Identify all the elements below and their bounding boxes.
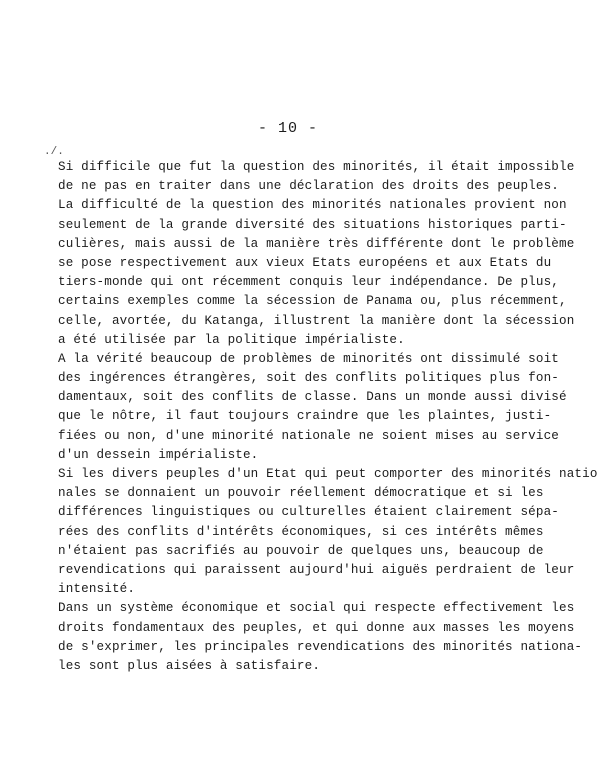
text-line: tiers-monde qui ont récemment conquis leur indépendance. De plus, bbox=[58, 275, 559, 290]
text-line: Dans un système économique et social qui respecte effectivement les bbox=[58, 601, 575, 616]
text-line: fiées ou non, d'une minorité nationale ne soient mises au service bbox=[58, 428, 559, 443]
text-line: La difficulté de la question des minorités nationales provient non bbox=[58, 198, 567, 213]
margin-mark: ./. bbox=[44, 146, 64, 158]
text-line: différences linguistiques ou culturelles étaient clairement sépa- bbox=[58, 505, 559, 520]
text-line: d'un dessein impérialiste. bbox=[58, 447, 259, 462]
page-number: - 10 - bbox=[258, 120, 319, 137]
text-line: revendications qui paraissent aujourd'hui aiguës perdraient de leur bbox=[58, 562, 575, 577]
text-line: nales se donnaient un pouvoir réellement démocratique et si les bbox=[58, 486, 544, 501]
text-line: a été utilisée par la politique impérialiste. bbox=[58, 332, 405, 347]
text-line: damentaux, soit des conflits de classe. Dans un monde aussi divisé bbox=[58, 390, 567, 405]
text-line: intensité. bbox=[58, 582, 136, 597]
text-line: que le nôtre, il faut toujours craindre que les plaintes, justi- bbox=[58, 409, 552, 424]
text-line: certains exemples comme la sécession de Panama ou, plus récemment, bbox=[58, 294, 567, 309]
text-line: rées des conflits d'intérêts économiques, si ces intérêts mêmes bbox=[58, 524, 544, 539]
text-line: des ingérences étrangères, soit des conflits politiques plus fon- bbox=[58, 371, 559, 386]
text-line: seulement de la grande diversité des situations historiques parti- bbox=[58, 217, 567, 232]
text-line: les sont plus aisées à satisfaire. bbox=[58, 658, 321, 673]
text-line: de ne pas en traiter dans une déclaration des droits des peuples. bbox=[58, 179, 559, 194]
text-line: Si difficile que fut la question des minorités, il était impossible bbox=[58, 160, 575, 174]
text-line: Si les divers peuples d'un Etat qui peut comporter des minorités natio bbox=[58, 467, 598, 481]
text-line: se pose respectivement aux vieux Etats européens et aux Etats du bbox=[58, 255, 552, 270]
text-line: A la vérité beaucoup de problèmes de minorités ont dissimulé soit bbox=[58, 351, 559, 366]
body-text bbox=[58, 158, 598, 676]
text-line: culières, mais aussi de la manière très différente dont le problème bbox=[58, 236, 575, 251]
text-line: de s'exprimer, les principales revendications des minorités nationa- bbox=[58, 639, 583, 654]
text-line: n'étaient pas sacrifiés au pouvoir de quelques uns, beaucoup de bbox=[58, 543, 544, 558]
text-line: celle, avortée, du Katanga, illustrent la manière dont la sécession bbox=[58, 313, 575, 328]
text-line: droits fondamentaux des peuples, et qui donne aux masses les moyens bbox=[58, 620, 575, 635]
